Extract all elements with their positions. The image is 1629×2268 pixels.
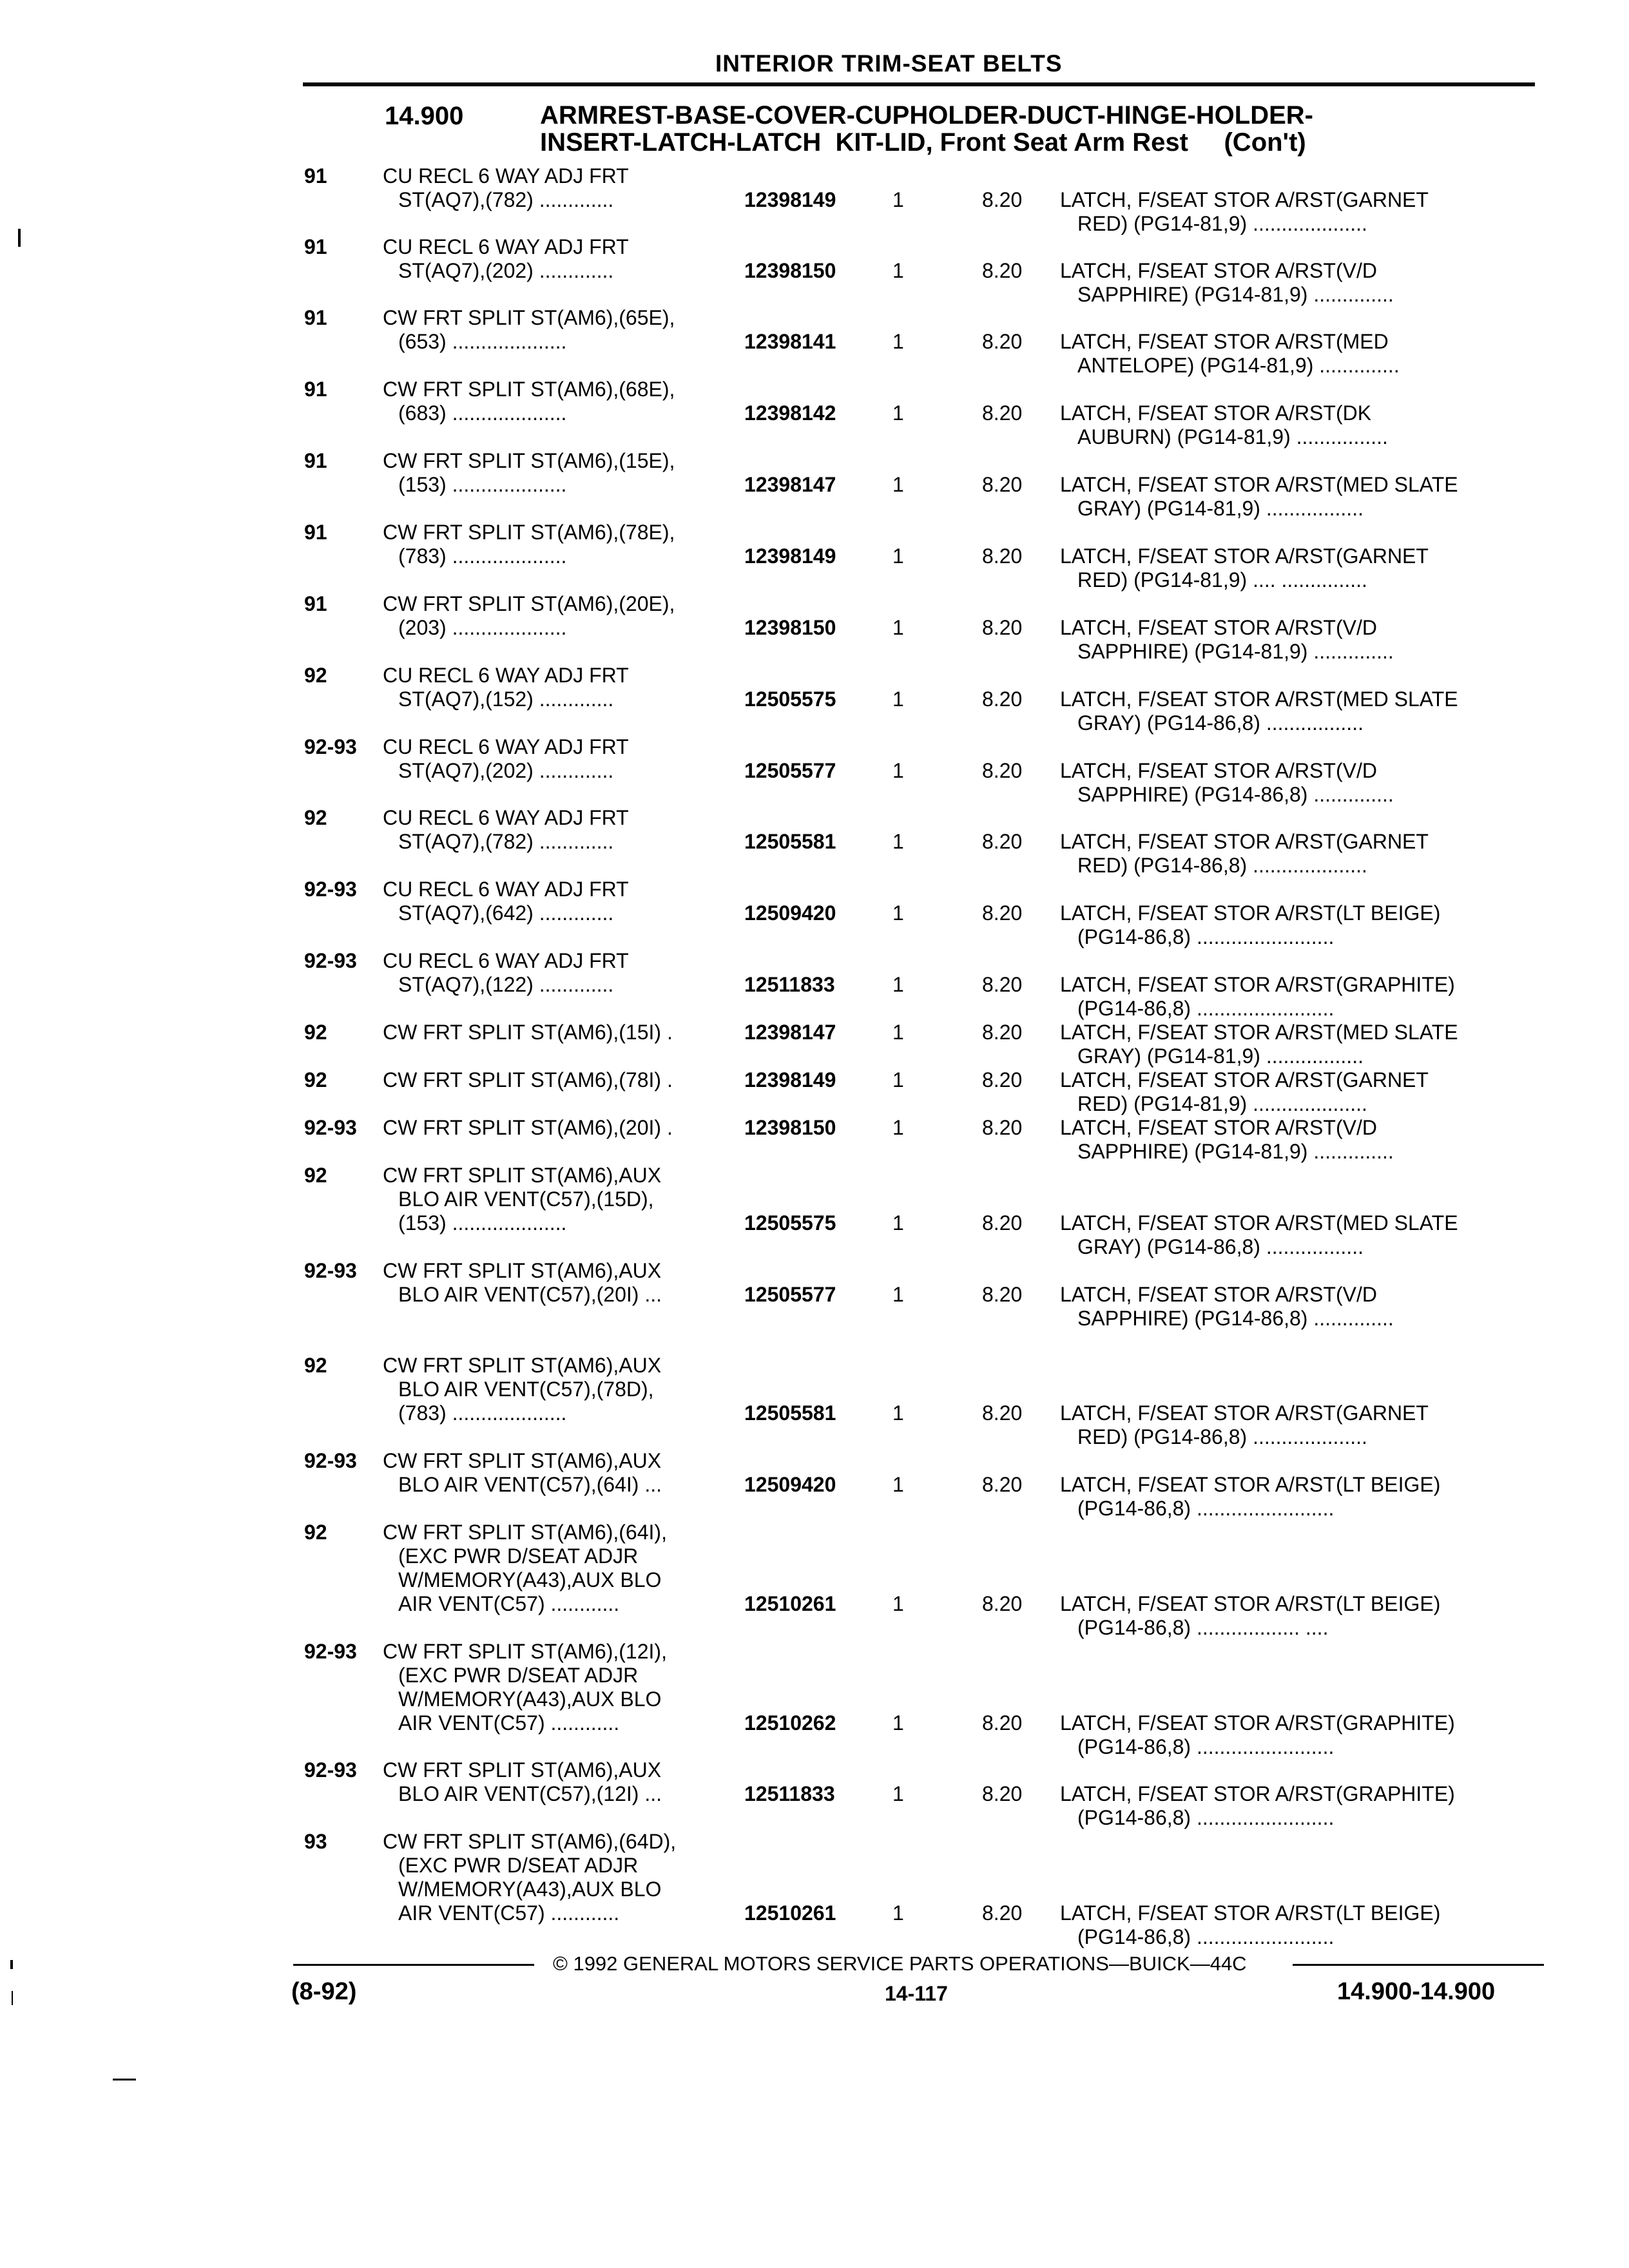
part-number: 12398150 [744,616,836,639]
usage-description-line: (653) .................... [398,330,567,353]
part-name [1060,1782,1455,1830]
footer-date: (8-92) [291,1978,357,2005]
usage-description-line: CU RECL 6 WAY ADJ FRT [383,164,629,187]
model-year: 92-93 [304,1449,357,1472]
illustration-page-ref: 8.20 [982,1283,1023,1306]
part-name-line: SAPPHIRE) (PG14-86,8) .............. [1077,1307,1394,1330]
quantity: 1 [892,687,904,711]
model-year: 92 [304,806,327,829]
part-name-line: RED) (PG14-81,9) .... ............... [1077,568,1367,591]
part-name [1060,901,1440,949]
footer-rule-left [293,1964,534,1966]
part-name-line: LATCH, F/SEAT STOR A/RST(GARNET [1060,1068,1429,1091]
part-name-line: RED) (PG14-86,8) .................... [1077,1425,1367,1448]
usage-description-line: CW FRT SPLIT ST(AM6),(64I), [383,1521,667,1544]
part-name [1060,687,1458,735]
part-name [1060,1283,1394,1331]
part-name-line: LATCH, F/SEAT STOR A/RST(GARNET [1060,188,1429,211]
part-name [1060,973,1455,1021]
section-title-line-2: INSERT-LATCH-LATCH KIT-LID, Front Seat Arm Rest (Con't) [540,128,1306,157]
quantity: 1 [892,188,904,211]
usage-description [383,1830,676,1925]
part-number: 12505581 [744,1401,836,1425]
part-number: 12505581 [744,830,836,853]
part-name [1060,1592,1440,1640]
quantity: 1 [892,1283,904,1306]
usage-description-line: ST(AQ7),(202) ............. [398,759,614,782]
part-name-line: LATCH, F/SEAT STOR A/RST(MED SLATE [1060,687,1458,711]
part-name-line: SAPPHIRE) (PG14-81,9) .............. [1077,640,1394,663]
model-year: 92-93 [304,1640,357,1663]
part-name-line: SAPPHIRE) (PG14-81,9) .............. [1077,1140,1394,1163]
part-number: 12505577 [744,1283,836,1306]
usage-description-line: CW FRT SPLIT ST(AM6),AUX [383,1164,662,1187]
illustration-page-ref: 8.20 [982,973,1023,996]
usage-description-line: CW FRT SPLIT ST(AM6),(78E), [383,521,675,544]
part-name-line: SAPPHIRE) (PG14-81,9) .............. [1077,283,1394,306]
part-number: 12398150 [744,259,836,282]
usage-description-line: ST(AQ7),(152) ............. [398,687,614,711]
quantity: 1 [892,544,904,568]
usage-description-line: (783) .................... [398,1401,567,1425]
usage-description-line: CW FRT SPLIT ST(AM6),AUX [383,1449,662,1472]
model-year: 91 [304,164,327,187]
part-name-line: LATCH, F/SEAT STOR A/RST(GARNET [1060,830,1429,853]
usage-description-line: (153) .................... [398,473,567,496]
part-number: 12398149 [744,544,836,568]
quantity: 1 [892,1782,904,1805]
part-name-line: GRAY) (PG14-81,9) ................. [1077,1044,1364,1068]
part-name-line: LATCH, F/SEAT STOR A/RST(GARNET [1060,1401,1429,1425]
part-number: 12509420 [744,901,836,925]
usage-description-line: BLO AIR VENT(C57),(12I) ... [398,1782,662,1805]
usage-description [383,806,629,854]
margin-mark [10,1960,13,1969]
part-name-line: LATCH, F/SEAT STOR A/RST(LT BEIGE) [1060,901,1441,925]
usage-description [383,1164,661,1235]
part-name-line: LATCH, F/SEAT STOR A/RST(V/D [1060,259,1377,282]
quantity: 1 [892,1401,904,1425]
part-number: 12511833 [744,1782,835,1805]
usage-description-line: W/MEMORY(A43),AUX BLO [398,1687,662,1711]
part-name [1060,473,1458,521]
model-year: 93 [304,1830,327,1853]
quantity: 1 [892,1901,904,1925]
usage-description-line: (783) .................... [398,544,567,568]
part-number: 12511833 [744,973,835,996]
model-year: 92-93 [304,1116,357,1139]
illustration-page-ref: 8.20 [982,1068,1023,1091]
illustration-page-ref: 8.20 [982,1116,1023,1139]
illustration-page-ref: 8.20 [982,1021,1023,1044]
usage-description-line: ST(AQ7),(202) ............. [398,259,614,282]
quantity: 1 [892,1068,904,1091]
part-number: 12505575 [744,687,836,711]
usage-description [383,306,675,354]
usage-description-line: (203) .................... [398,616,567,639]
usage-description [383,449,675,497]
usage-description-line: BLO AIR VENT(C57),(64I) ... [398,1473,662,1496]
model-year: 92 [304,664,327,687]
usage-description-line: (EXC PWR D/SEAT ADJR [398,1544,639,1568]
usage-description [383,1354,661,1425]
usage-description [383,378,675,425]
part-number: 12398141 [744,330,836,353]
usage-description-line: W/MEMORY(A43),AUX BLO [398,1568,662,1591]
part-name-line: LATCH, F/SEAT STOR A/RST(GRAPHITE) [1060,1711,1455,1735]
part-name [1060,1401,1429,1449]
usage-description-line: CU RECL 6 WAY ADJ FRT [383,664,629,687]
illustration-page-ref: 8.20 [982,687,1023,711]
part-name [1060,830,1429,878]
usage-description-line: CW FRT SPLIT ST(AM6),(20I) . [383,1116,673,1139]
usage-description [383,1521,667,1616]
model-year: 92-93 [304,735,357,758]
usage-description-line: CW FRT SPLIT ST(AM6),(78I) . [383,1068,673,1091]
part-name-line: (PG14-86,8) ........................ [1077,925,1335,948]
part-name-line: LATCH, F/SEAT STOR A/RST(MED SLATE [1060,1021,1458,1044]
usage-description [383,1449,662,1497]
illustration-page-ref: 8.20 [982,330,1023,353]
part-name-line: LATCH, F/SEAT STOR A/RST(V/D [1060,759,1377,782]
part-name-line: LATCH, F/SEAT STOR A/RST(MED SLATE [1060,473,1458,496]
quantity: 1 [892,259,904,282]
footer-page-number: 14-117 [885,1982,948,2005]
part-number: 12510261 [744,1592,836,1615]
model-year: 91 [304,521,327,544]
quantity: 1 [892,1473,904,1496]
part-name [1060,1711,1455,1759]
usage-description-line: CU RECL 6 WAY ADJ FRT [383,878,629,901]
margin-mark [12,1991,13,2005]
illustration-page-ref: 8.20 [982,259,1023,282]
usage-description-line: CU RECL 6 WAY ADJ FRT [383,949,629,972]
part-name-line: GRAY) (PG14-86,8) ................. [1077,711,1364,735]
illustration-page-ref: 8.20 [982,1592,1023,1615]
quantity: 1 [892,1711,904,1735]
part-name [1060,259,1394,307]
part-number: 12509420 [744,1473,836,1496]
usage-description-line: (EXC PWR D/SEAT ADJR [398,1854,639,1877]
quantity: 1 [892,759,904,782]
usage-description-line: BLO AIR VENT(C57),(78D), [398,1378,654,1401]
illustration-page-ref: 8.20 [982,188,1023,211]
usage-description-line: (EXC PWR D/SEAT ADJR [398,1664,639,1687]
margin-mark [18,229,21,247]
model-year: 91 [304,378,327,401]
usage-description-line: ST(AQ7),(642) ............. [398,901,614,925]
model-year: 91 [304,449,327,472]
model-year: 92-93 [304,878,357,901]
usage-description-line: AIR VENT(C57) ............ [398,1592,620,1615]
usage-description [383,1640,667,1735]
illustration-page-ref: 8.20 [982,1473,1023,1496]
usage-description-line: CW FRT SPLIT ST(AM6),(64D), [383,1830,677,1853]
usage-description-line: CW FRT SPLIT ST(AM6),(15E), [383,449,675,472]
part-name-line: LATCH, F/SEAT STOR A/RST(LT BEIGE) [1060,1473,1441,1496]
part-name [1060,1211,1458,1259]
usage-description-line: CU RECL 6 WAY ADJ FRT [383,735,629,758]
section-number: 14.900 [385,102,464,130]
usage-description [383,521,675,568]
part-name-line: LATCH, F/SEAT STOR A/RST(GRAPHITE) [1060,973,1455,996]
part-name [1060,330,1400,378]
part-name-line: LATCH, F/SEAT STOR A/RST(V/D [1060,616,1377,639]
usage-description-line: (153) .................... [398,1211,567,1235]
part-name-line: LATCH, F/SEAT STOR A/RST(V/D [1060,1116,1377,1139]
part-name-line: (PG14-86,8) ........................ [1077,1806,1335,1829]
part-name-line: LATCH, F/SEAT STOR A/RST(MED SLATE [1060,1211,1458,1235]
quantity: 1 [892,1592,904,1615]
part-name-line: LATCH, F/SEAT STOR A/RST(DK [1060,401,1372,425]
illustration-page-ref: 8.20 [982,1901,1023,1925]
usage-description-line: ST(AQ7),(782) ............. [398,188,614,211]
model-year: 92 [304,1164,327,1187]
part-name-line: LATCH, F/SEAT STOR A/RST(MED [1060,330,1389,353]
illustration-page-ref: 8.20 [982,1211,1023,1235]
part-name [1060,1473,1440,1521]
footer-copyright: © 1992 GENERAL MOTORS SERVICE PARTS OPERATIONS—BUICK—44C [553,1952,1247,1975]
part-name-line: RED) (PG14-81,9) .................... [1077,212,1367,235]
part-name-line: (PG14-86,8) .................. .... [1077,1616,1329,1639]
usage-description-line: ST(AQ7),(122) ............. [398,973,614,996]
usage-description [383,164,629,212]
part-name-line: GRAY) (PG14-81,9) ................. [1077,497,1364,520]
part-name [1060,188,1429,236]
part-number: 12505575 [744,1211,836,1235]
part-name-line: (PG14-86,8) ........................ [1077,1497,1335,1520]
usage-description [383,878,629,925]
quantity: 1 [892,1211,904,1235]
model-year: 92 [304,1354,327,1377]
model-year: 92-93 [304,1758,357,1782]
illustration-page-ref: 8.20 [982,473,1023,496]
usage-description-line: CW FRT SPLIT ST(AM6),(20E), [383,592,675,615]
usage-description-line: CW FRT SPLIT ST(AM6),(68E), [383,378,675,401]
illustration-page-ref: 8.20 [982,544,1023,568]
part-name [1060,544,1429,592]
quantity: 1 [892,1021,904,1044]
model-year: 92 [304,1521,327,1544]
part-name [1060,401,1388,449]
part-name-line: ANTELOPE) (PG14-81,9) .............. [1077,354,1400,377]
part-name-line: SAPPHIRE) (PG14-86,8) .............. [1077,783,1394,806]
part-name-line: LATCH, F/SEAT STOR A/RST(V/D [1060,1283,1377,1306]
section-title-line-1: ARMREST-BASE-COVER-CUPHOLDER-DUCT-HINGE-HOLDER- [540,101,1313,130]
usage-description [383,592,675,640]
part-number: 12398147 [744,473,836,496]
quantity: 1 [892,616,904,639]
usage-description-line: W/MEMORY(A43),AUX BLO [398,1878,662,1901]
part-name [1060,759,1394,807]
usage-description-line: CW FRT SPLIT ST(AM6),(12I), [383,1640,667,1663]
part-name-line: (PG14-86,8) ........................ [1077,997,1335,1020]
quantity: 1 [892,473,904,496]
model-year: 92 [304,1021,327,1044]
part-name [1060,1021,1458,1068]
usage-description-line: CW FRT SPLIT ST(AM6),AUX [383,1354,662,1377]
quantity: 1 [892,973,904,996]
part-number: 12398142 [744,401,836,425]
part-number: 12505577 [744,759,836,782]
part-number: 12398150 [744,1116,836,1139]
quantity: 1 [892,330,904,353]
usage-description-line: CW FRT SPLIT ST(AM6),(65E), [383,306,675,329]
model-year: 92-93 [304,949,357,972]
part-name-line: LATCH, F/SEAT STOR A/RST(LT BEIGE) [1060,1592,1441,1615]
part-number: 12398149 [744,1068,836,1091]
part-name-line: GRAY) (PG14-86,8) ................. [1077,1235,1364,1258]
part-number: 12510262 [744,1711,836,1735]
usage-description-line: BLO AIR VENT(C57),(20I) ... [398,1283,662,1306]
usage-description-line: AIR VENT(C57) ............ [398,1901,620,1925]
usage-description [383,1116,673,1140]
model-year: 91 [304,592,327,615]
model-year: 91 [304,306,327,329]
usage-description-line: AIR VENT(C57) ............ [398,1711,620,1735]
usage-description-line: ST(AQ7),(782) ............. [398,830,614,853]
usage-description [383,1758,662,1806]
quantity: 1 [892,830,904,853]
part-name [1060,1901,1440,1949]
usage-description-line: CU RECL 6 WAY ADJ FRT [383,235,629,258]
footer-rule-right [1293,1964,1544,1966]
usage-description [383,1259,662,1307]
illustration-page-ref: 8.20 [982,759,1023,782]
part-name-line: RED) (PG14-86,8) .................... [1077,854,1367,877]
part-number: 12510261 [744,1901,836,1925]
quantity: 1 [892,401,904,425]
illustration-page-ref: 8.20 [982,901,1023,925]
usage-description-line: BLO AIR VENT(C57),(15D), [398,1187,654,1211]
illustration-page-ref: 8.20 [982,616,1023,639]
part-name-line: LATCH, F/SEAT STOR A/RST(GRAPHITE) [1060,1782,1455,1805]
part-name [1060,1068,1429,1116]
part-name-line: AUBURN) (PG14-81,9) ................ [1077,425,1388,448]
illustration-page-ref: 8.20 [982,830,1023,853]
usage-description [383,235,629,283]
illustration-page-ref: 8.20 [982,401,1023,425]
usage-description-line: CW FRT SPLIT ST(AM6),(15I) . [383,1021,673,1044]
part-name-line: LATCH, F/SEAT STOR A/RST(GARNET [1060,544,1429,568]
usage-description [383,735,629,783]
illustration-page-ref: 8.20 [982,1711,1023,1735]
margin-mark [113,2079,136,2081]
part-name-line: (PG14-86,8) ........................ [1077,1735,1335,1758]
part-name-line: RED) (PG14-81,9) .................... [1077,1092,1367,1115]
part-name-line: LATCH, F/SEAT STOR A/RST(LT BEIGE) [1060,1901,1441,1925]
usage-description [383,664,629,711]
illustration-page-ref: 8.20 [982,1401,1023,1425]
part-number: 12398149 [744,188,836,211]
usage-description [383,1068,673,1092]
illustration-page-ref: 8.20 [982,1782,1023,1805]
footer-section-range: 14.900-14.900 [1337,1978,1496,2005]
usage-description-line: CW FRT SPLIT ST(AM6),AUX [383,1259,662,1282]
usage-description [383,1021,673,1044]
model-year: 92-93 [304,1259,357,1282]
quantity: 1 [892,901,904,925]
part-name [1060,1116,1394,1164]
usage-description-line: (683) .................... [398,401,567,425]
usage-description [383,949,629,997]
part-number: 12398147 [744,1021,836,1044]
part-name-line: (PG14-86,8) ........................ [1077,1925,1335,1948]
page-header-title: INTERIOR TRIM-SEAT BELTS [715,50,1063,77]
quantity: 1 [892,1116,904,1139]
usage-description-line: CU RECL 6 WAY ADJ FRT [383,806,629,829]
usage-description-line: CW FRT SPLIT ST(AM6),AUX [383,1758,662,1782]
model-year: 92 [304,1068,327,1091]
model-year: 91 [304,235,327,258]
part-name [1060,616,1394,664]
